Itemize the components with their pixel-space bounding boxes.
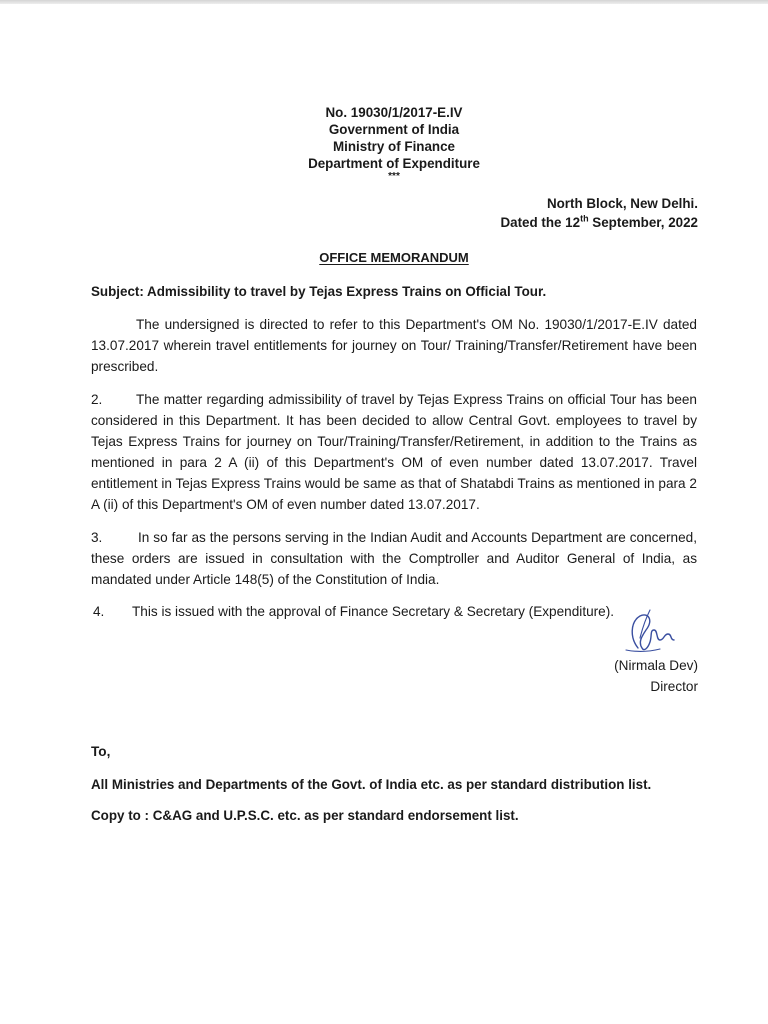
file-number: No. 19030/1/2017-E.IV (325, 105, 463, 120)
paragraph-3-text: In so far as the persons serving in the Indian Audit and Accounts Department are concerned, these orders are issued in consultation with the Comptroller and Auditor General of India, as mandated under Article 148(5) of the Constitution of India. (91, 530, 697, 587)
distribution-line: All Ministries and Departments of the Govt. of India etc. as per standard distribution list. (91, 777, 652, 792)
subject-line (91, 284, 546, 299)
signatory-block (614, 655, 698, 697)
addressee-to: To, (91, 744, 111, 759)
government-name: Government of India (328, 122, 460, 137)
date-prefix: Dated the 12 (500, 215, 581, 230)
date-line (500, 213, 698, 232)
place-and-date (500, 194, 698, 232)
subject-label: Subject (91, 284, 140, 299)
subject-text: : Admissibility to travel by Tejas Express Trains on Official Tour. (139, 284, 547, 299)
ministry-name: Ministry of Finance (332, 139, 456, 154)
signatory-name: (Nirmala Dev) (614, 658, 698, 673)
separator-stars: *** (388, 171, 400, 182)
paragraph-3-number: 3. (91, 530, 103, 545)
paragraph-3 (91, 527, 697, 590)
date-ordinal: th (580, 213, 589, 224)
place-location: North Block, New Delhi. (546, 196, 698, 211)
paragraph-2 (91, 389, 697, 515)
paragraph-1 (91, 314, 697, 377)
paragraph-2-number: 2. (91, 392, 103, 407)
date-suffix: September, 2022 (588, 215, 698, 230)
letterhead (200, 104, 588, 181)
memorandum-title: OFFICE MEMORANDUM (319, 250, 469, 265)
copy-to-line: Copy to : C&AG and U.P.S.C. etc. as per standard endorsement list. (91, 808, 519, 823)
paragraph-2-text: The matter regarding admissibility of travel by Tejas Express Trains on official Tour has been considered in this Department. It has been decided to allow Central Govt. employees to travel by Tejas Express Trains for journey on Tour/Training/Transfer/Retirement, in addition to the Trains as mentioned in para 2 A (ii) of this Department's OM of even number dated 13.07.2017. Travel entitlement in Tejas Express Trains would be same as that of Shatabdi Trains as mentioned in para 2 A (ii) of this Department's OM of even number dated 13.07.2017. (91, 392, 697, 512)
paragraph-4 (93, 601, 653, 622)
paragraph-4-text: This is issued with the approval of Finance Secretary & Secretary (Expenditure). (132, 604, 615, 619)
paragraph-4-number: 4. (93, 604, 105, 619)
handwritten-signature (620, 608, 682, 654)
signatory-designation: Director (650, 679, 698, 694)
page-top-edge (0, 0, 768, 4)
paragraph-1-text: The undersigned is directed to refer to this Department's OM No. 19030/1/2017-E.IV dated 13.07.2017 wherein travel entitlements for journey on Tour/ Training/Transfer/Retirement have been prescribed. (91, 317, 697, 374)
department-name: Department of Expenditure (308, 156, 480, 171)
